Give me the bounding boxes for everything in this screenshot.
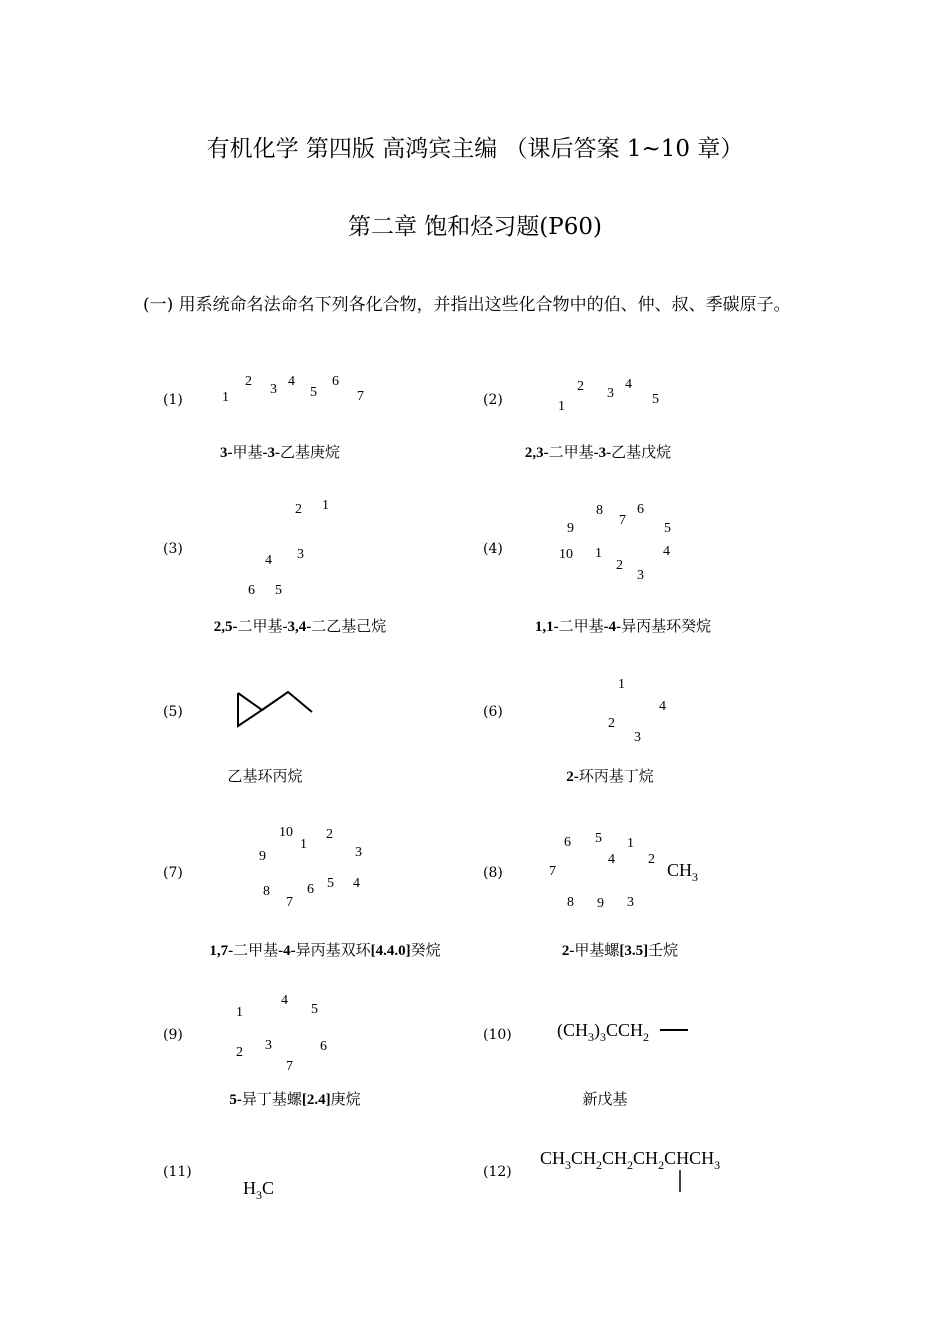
- carbon-label: 6: [307, 882, 314, 897]
- carbon-label: 4: [608, 852, 615, 867]
- compound-name: 5-异丁基螺[2.4]庚烷: [229, 1090, 361, 1108]
- carbon-label: 4: [625, 377, 632, 392]
- carbon-label: 2: [245, 374, 252, 389]
- carbon-label: 6: [248, 583, 255, 598]
- carbon-label: 4: [281, 993, 288, 1008]
- carbon-label: 2: [616, 558, 623, 573]
- carbon-label: 6: [332, 374, 339, 389]
- structure-figure: [250, 822, 375, 917]
- structure-figure: [240, 495, 340, 605]
- problem-number: (11): [163, 1164, 192, 1180]
- carbon-label: 7: [286, 895, 293, 910]
- carbon-label: 2: [326, 827, 333, 842]
- structure-figure: [545, 828, 715, 918]
- problem-number: (6): [483, 704, 503, 720]
- problem-number: (8): [483, 865, 503, 881]
- carbon-label: 1: [618, 677, 625, 692]
- compound-name: 2,3-二甲基-3-乙基戊烷: [524, 443, 672, 461]
- problem-number: (10): [483, 1027, 512, 1043]
- problem-number: (12): [483, 1164, 512, 1180]
- compound-name: 1,1-二甲基-4-异丙基环癸烷: [534, 617, 712, 635]
- structure-figure: [555, 500, 685, 590]
- problem-number: (2): [483, 392, 503, 408]
- carbon-label: 6: [564, 835, 571, 850]
- carbon-label: 9: [597, 896, 604, 911]
- carbon-label: 5: [310, 385, 317, 400]
- problem-number: (1): [163, 392, 183, 408]
- carbon-label: 8: [567, 895, 574, 910]
- carbon-label: 7: [619, 513, 626, 528]
- problem-number: (5): [163, 704, 183, 720]
- carbon-label: 8: [596, 503, 603, 518]
- bond-line: [677, 1170, 683, 1194]
- structure-figure: [555, 375, 675, 415]
- carbon-label: 1: [300, 837, 307, 852]
- carbon-label: 10: [559, 547, 573, 562]
- carbon-label: 3: [355, 845, 362, 860]
- carbon-label: 4: [663, 544, 670, 559]
- compound-name: 乙基环丙烷: [227, 767, 303, 785]
- compound-name: 1,7-二甲基-4-异丙基双环[4.4.0]癸烷: [209, 941, 441, 959]
- carbon-label: 9: [567, 521, 574, 536]
- carbon-label: 2: [295, 502, 302, 517]
- bond-line: [660, 1027, 690, 1033]
- carbon-label: 5: [275, 583, 282, 598]
- structure-figure: [600, 675, 680, 750]
- carbon-label: 3: [607, 386, 614, 401]
- carbon-label: 4: [288, 374, 295, 389]
- carbon-label: 1: [595, 546, 602, 561]
- carbon-label: 7: [357, 389, 364, 404]
- carbon-label: 1: [322, 498, 329, 513]
- carbon-label: 3: [270, 382, 277, 397]
- problem-number: (4): [483, 541, 503, 557]
- carbon-label: 8: [263, 884, 270, 899]
- structure-figure: [215, 370, 375, 410]
- carbon-label: 3: [627, 895, 634, 910]
- carbon-label: 1: [236, 1005, 243, 1020]
- carbon-label: 1: [558, 399, 565, 414]
- exercise-intro: (一) 用系统命名法命名下列各化合物，并指出这些化合物中的伯、仲、叔、季碳原子。: [143, 295, 791, 315]
- chapter-title: 第二章 饱和烃习题(P60): [348, 214, 602, 240]
- problem-number: (7): [163, 865, 183, 881]
- carbon-label: 5: [311, 1002, 318, 1017]
- carbon-label: 4: [265, 553, 272, 568]
- problem-number: (9): [163, 1027, 183, 1043]
- carbon-label: 2: [236, 1045, 243, 1060]
- carbon-label: 5: [327, 876, 334, 891]
- neopentyl-formula: $(CH_3)_3CCH_2$: [557, 1020, 650, 1044]
- carbon-label: 7: [549, 864, 556, 879]
- compound-name: 3-甲基-3-乙基庚烷: [219, 443, 341, 461]
- carbon-label: 5: [595, 831, 602, 846]
- carbon-label: 2: [577, 379, 584, 394]
- carbon-label: 6: [637, 502, 644, 517]
- problem-number: (3): [163, 541, 183, 557]
- carbon-label: 7: [286, 1059, 293, 1074]
- compound-name: 2-甲基螺[3.5]壬烷: [561, 941, 679, 959]
- document-title: 有机化学 第四版 高鸿宾主编 （课后答案 1~10 章）: [206, 136, 744, 162]
- compound-name: 2-环丙基丁烷: [566, 767, 654, 785]
- methyl-group-formula: $H_3C$: [243, 1178, 275, 1202]
- carbon-label: 9: [259, 849, 266, 864]
- carbon-label: 2: [608, 716, 615, 731]
- carbon-label: 5: [664, 521, 671, 536]
- carbon-label: 4: [353, 876, 360, 891]
- carbon-label: 1: [222, 390, 229, 405]
- carbon-label: 2: [648, 852, 655, 867]
- carbon-label: 3: [297, 547, 304, 562]
- carbon-label: 3: [637, 568, 644, 583]
- ethylcyclopropane-structure: [230, 688, 320, 733]
- carbon-label: 5: [652, 392, 659, 407]
- carbon-label: 10: [279, 825, 293, 840]
- carbon-label: 6: [320, 1039, 327, 1054]
- carbon-label: 4: [659, 699, 666, 714]
- methyl-substituent: $CH_3$: [667, 860, 699, 884]
- carbon-label: 3: [265, 1038, 272, 1053]
- structure-figure: [230, 990, 340, 1075]
- carbon-label: 3: [634, 730, 641, 745]
- compound-name: 新戊基: [582, 1090, 628, 1108]
- hexane-chain-formula: $CH_3CH_2CH_2CH_2CHCH_3$: [540, 1148, 721, 1172]
- carbon-label: 1: [627, 836, 634, 851]
- compound-name: 2,5-二甲基-3,4-二乙基己烷: [213, 617, 387, 635]
